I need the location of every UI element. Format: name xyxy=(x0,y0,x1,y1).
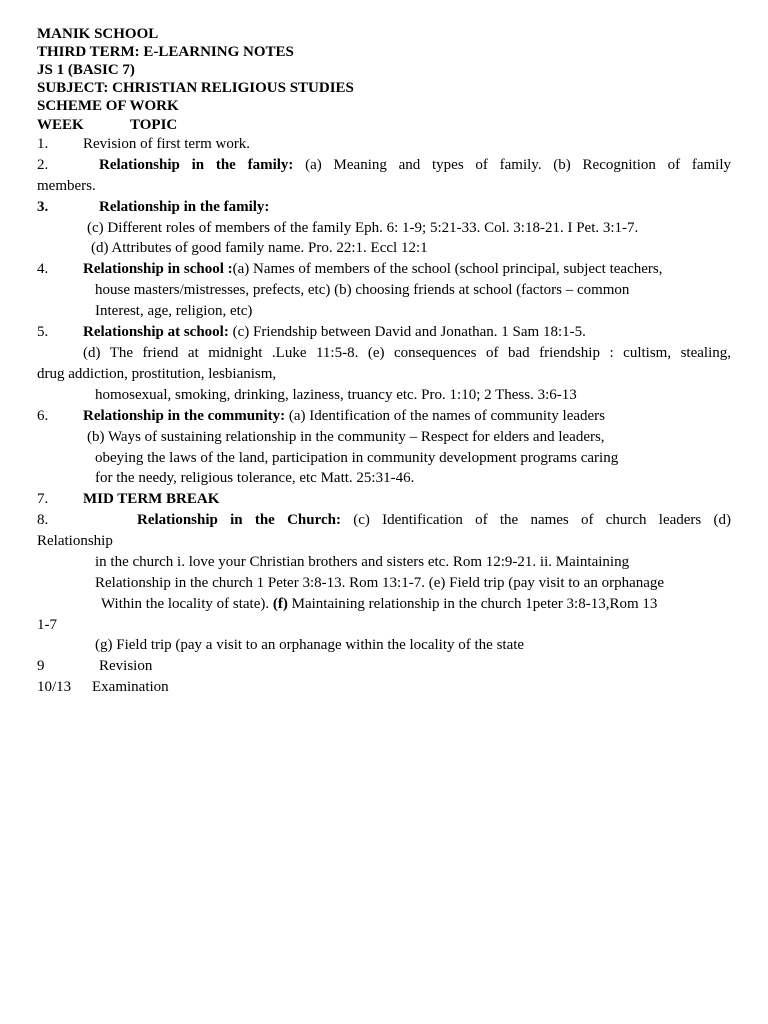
week-2-line-1 xyxy=(99,156,731,174)
week-3-number: 3. xyxy=(37,199,49,215)
week-6-line-1 xyxy=(83,407,605,425)
week-4-heading: Relationship in school : xyxy=(83,261,233,277)
school-name: MANIK SCHOOL xyxy=(37,26,159,42)
week-8-heading: Relationship in the Church: xyxy=(137,512,341,528)
week-6-heading: Relationship in the community: xyxy=(83,408,286,424)
week-6-text-1: (a) Identification of the names of community leaders xyxy=(285,408,605,424)
week-6-line-3: obeying the laws of the land, participation in community development programs caring xyxy=(95,450,619,466)
week-3-heading: Relationship in the family: xyxy=(99,199,270,215)
week-8-line-3: in the church i. love your Christian brothers and sisters etc. Rom 12:9-21. ii. Maintaining xyxy=(95,554,630,570)
week-5-line-1 xyxy=(83,323,586,341)
class-title: JS 1 (BASIC 7) xyxy=(37,62,135,78)
week-1-topic: Revision of first term work. xyxy=(83,136,251,152)
week-9-number: 9 xyxy=(37,658,45,674)
week-5-text-1: (c) Friendship between David and Jonathan. 1 Sam 18:1-5. xyxy=(228,324,586,340)
week-2-heading: Relationship in the family: xyxy=(99,157,294,173)
week-8-text-5a: Within the locality of state). xyxy=(101,596,273,612)
week-3-line-1: (c) Different roles of members of the family Eph. 6: 1-9; 5:21-33. Col. 3:18-21. I Pet. 3:1-7. xyxy=(87,220,639,236)
week-7-heading: MID TERM BREAK xyxy=(83,491,220,507)
week-2-text-1: (a) Meaning and types of family. (b) Recognition of family xyxy=(293,157,731,173)
week-7-number: 7. xyxy=(37,491,49,507)
week-9-topic: Revision xyxy=(99,658,153,674)
week-5-line-2: (d) The friend at midnight .Luke 11:5-8. (e) consequences of bad friendship : cultism, stealing, xyxy=(83,345,731,361)
week-8-text-5c: Maintaining relationship in the church 1peter 3:8-13,Rom 13 xyxy=(287,596,658,612)
week-6-number: 6. xyxy=(37,408,49,424)
week-8-line-2: Relationship xyxy=(37,533,113,549)
topic-column-header: TOPIC xyxy=(130,117,178,133)
week-8-item-f: (f) xyxy=(272,596,288,612)
week-5-heading: Relationship at school: xyxy=(83,324,229,340)
term-title: THIRD TERM: E-LEARNING NOTES xyxy=(37,44,294,60)
week-6-line-4: for the needy, religious tolerance, etc Matt. 25:31-46. xyxy=(95,470,415,486)
week-10-13-topic: Examination xyxy=(92,679,169,695)
week-8-number: 8. xyxy=(37,512,49,528)
week-8-text-1: (c) Identification of the names of church leaders (d) xyxy=(340,512,731,528)
week-8-line-1 xyxy=(137,511,731,529)
week-5-line-4: homosexual, smoking, drinking, laziness, truancy etc. Pro. 1:10; 2 Thess. 3:6-13 xyxy=(95,387,577,403)
week-2-number: 2. xyxy=(37,157,49,173)
week-4-line-3: Interest, age, religion, etc) xyxy=(95,303,253,319)
week-8-line-6: 1-7 xyxy=(37,617,57,633)
week-4-number: 4. xyxy=(37,261,49,277)
week-5-number: 5. xyxy=(37,324,49,340)
week-8-line-4: Relationship in the church 1 Peter 3:8-13. Rom 13:1-7. (e) Field trip (pay visit to an orphanage xyxy=(95,575,665,591)
week-8-line-7: (g) Field trip (pay a visit to an orphanage within the locality of the state xyxy=(95,637,525,653)
week-column-header: WEEK xyxy=(37,117,84,133)
week-4-text-1: (a) Names of members of the school (school principal, subject teachers, xyxy=(232,261,663,277)
subject-title: SUBJECT: CHRISTIAN RELIGIOUS STUDIES xyxy=(37,80,354,96)
week-1-number: 1. xyxy=(37,136,49,152)
week-3-line-2: (d) Attributes of good family name. Pro. 22:1. Eccl 12:1 xyxy=(91,240,428,256)
week-6-line-2: (b) Ways of sustaining relationship in the community – Respect for elders and leaders, xyxy=(87,429,605,445)
scheme-title: SCHEME OF WORK xyxy=(37,98,179,114)
week-10-13-number: 10/13 xyxy=(37,679,72,695)
week-4-line-2: house masters/mistresses, prefects, etc) (b) choosing friends at school (factors – common xyxy=(95,282,630,298)
week-2-line-2: members. xyxy=(37,178,96,194)
week-4-line-1 xyxy=(83,260,662,278)
week-5-line-3: drug addiction, prostitution, lesbianism, xyxy=(37,366,277,382)
week-8-line-5 xyxy=(101,595,657,613)
